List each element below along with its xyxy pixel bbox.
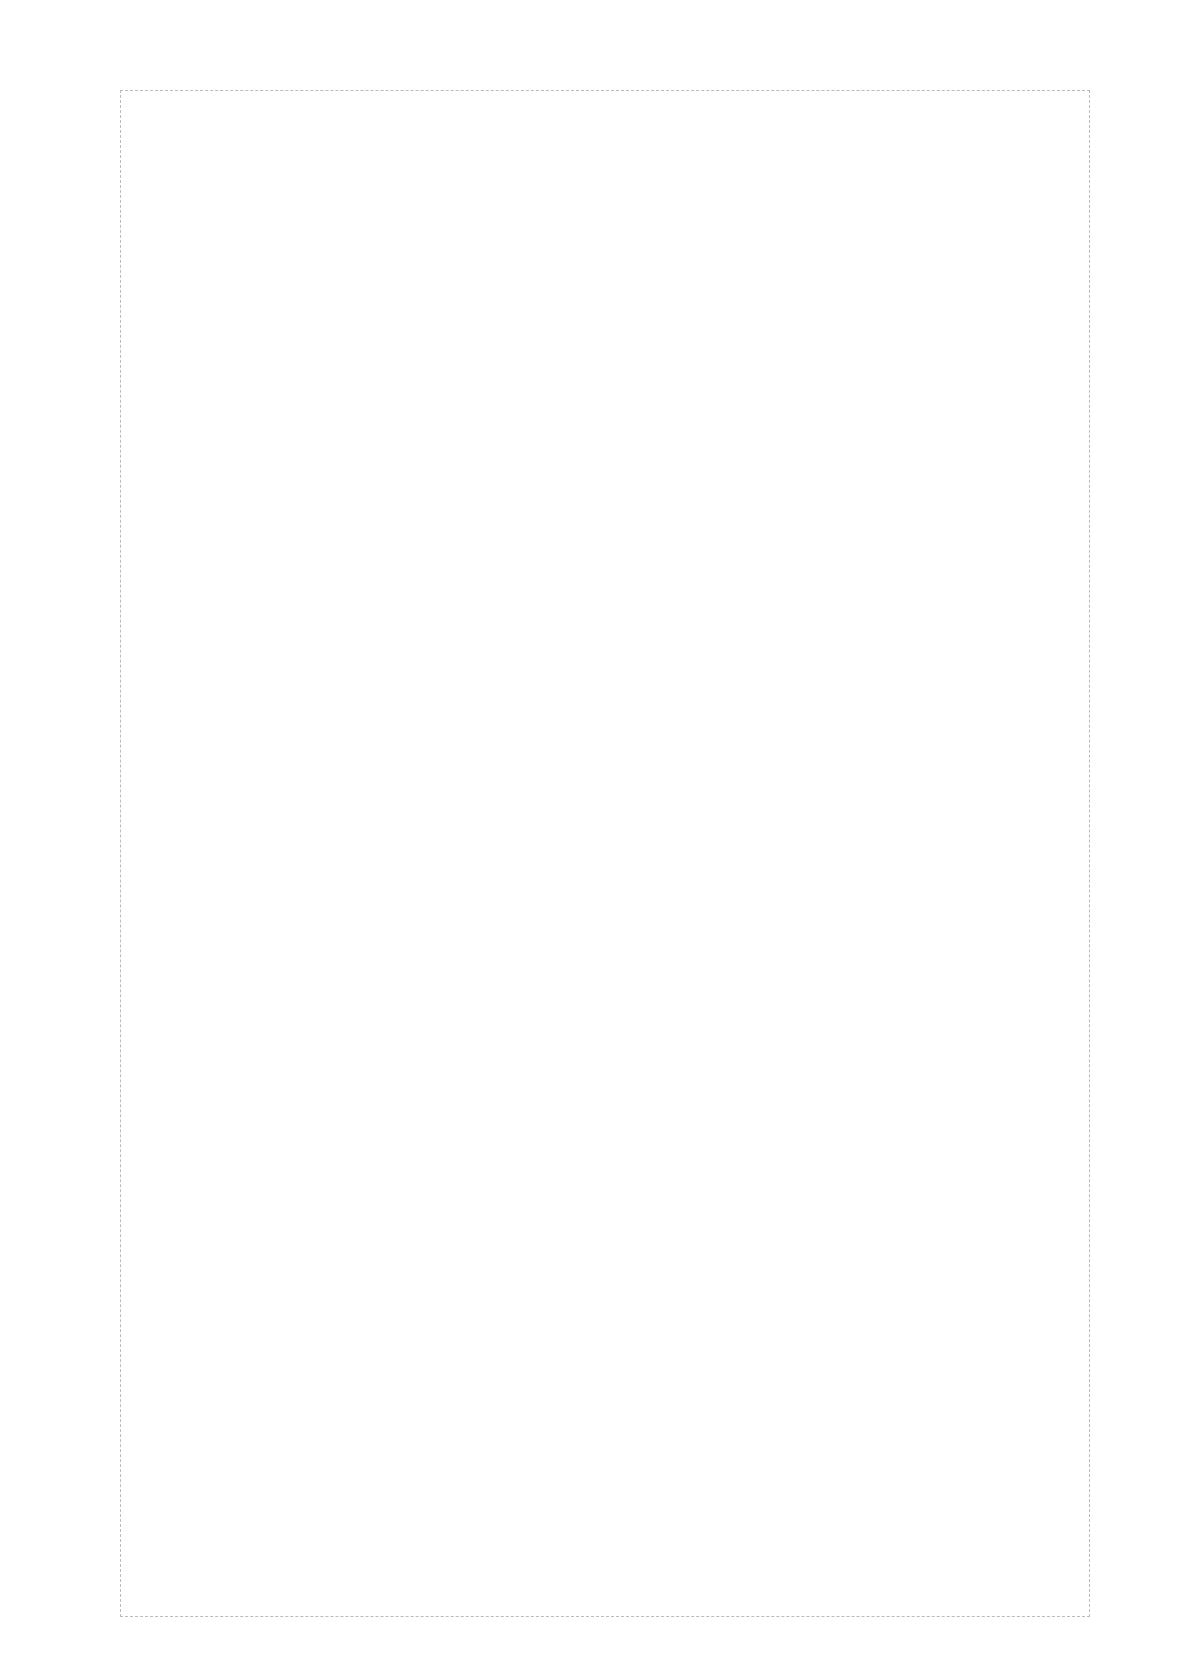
document-body [120,90,1090,1617]
